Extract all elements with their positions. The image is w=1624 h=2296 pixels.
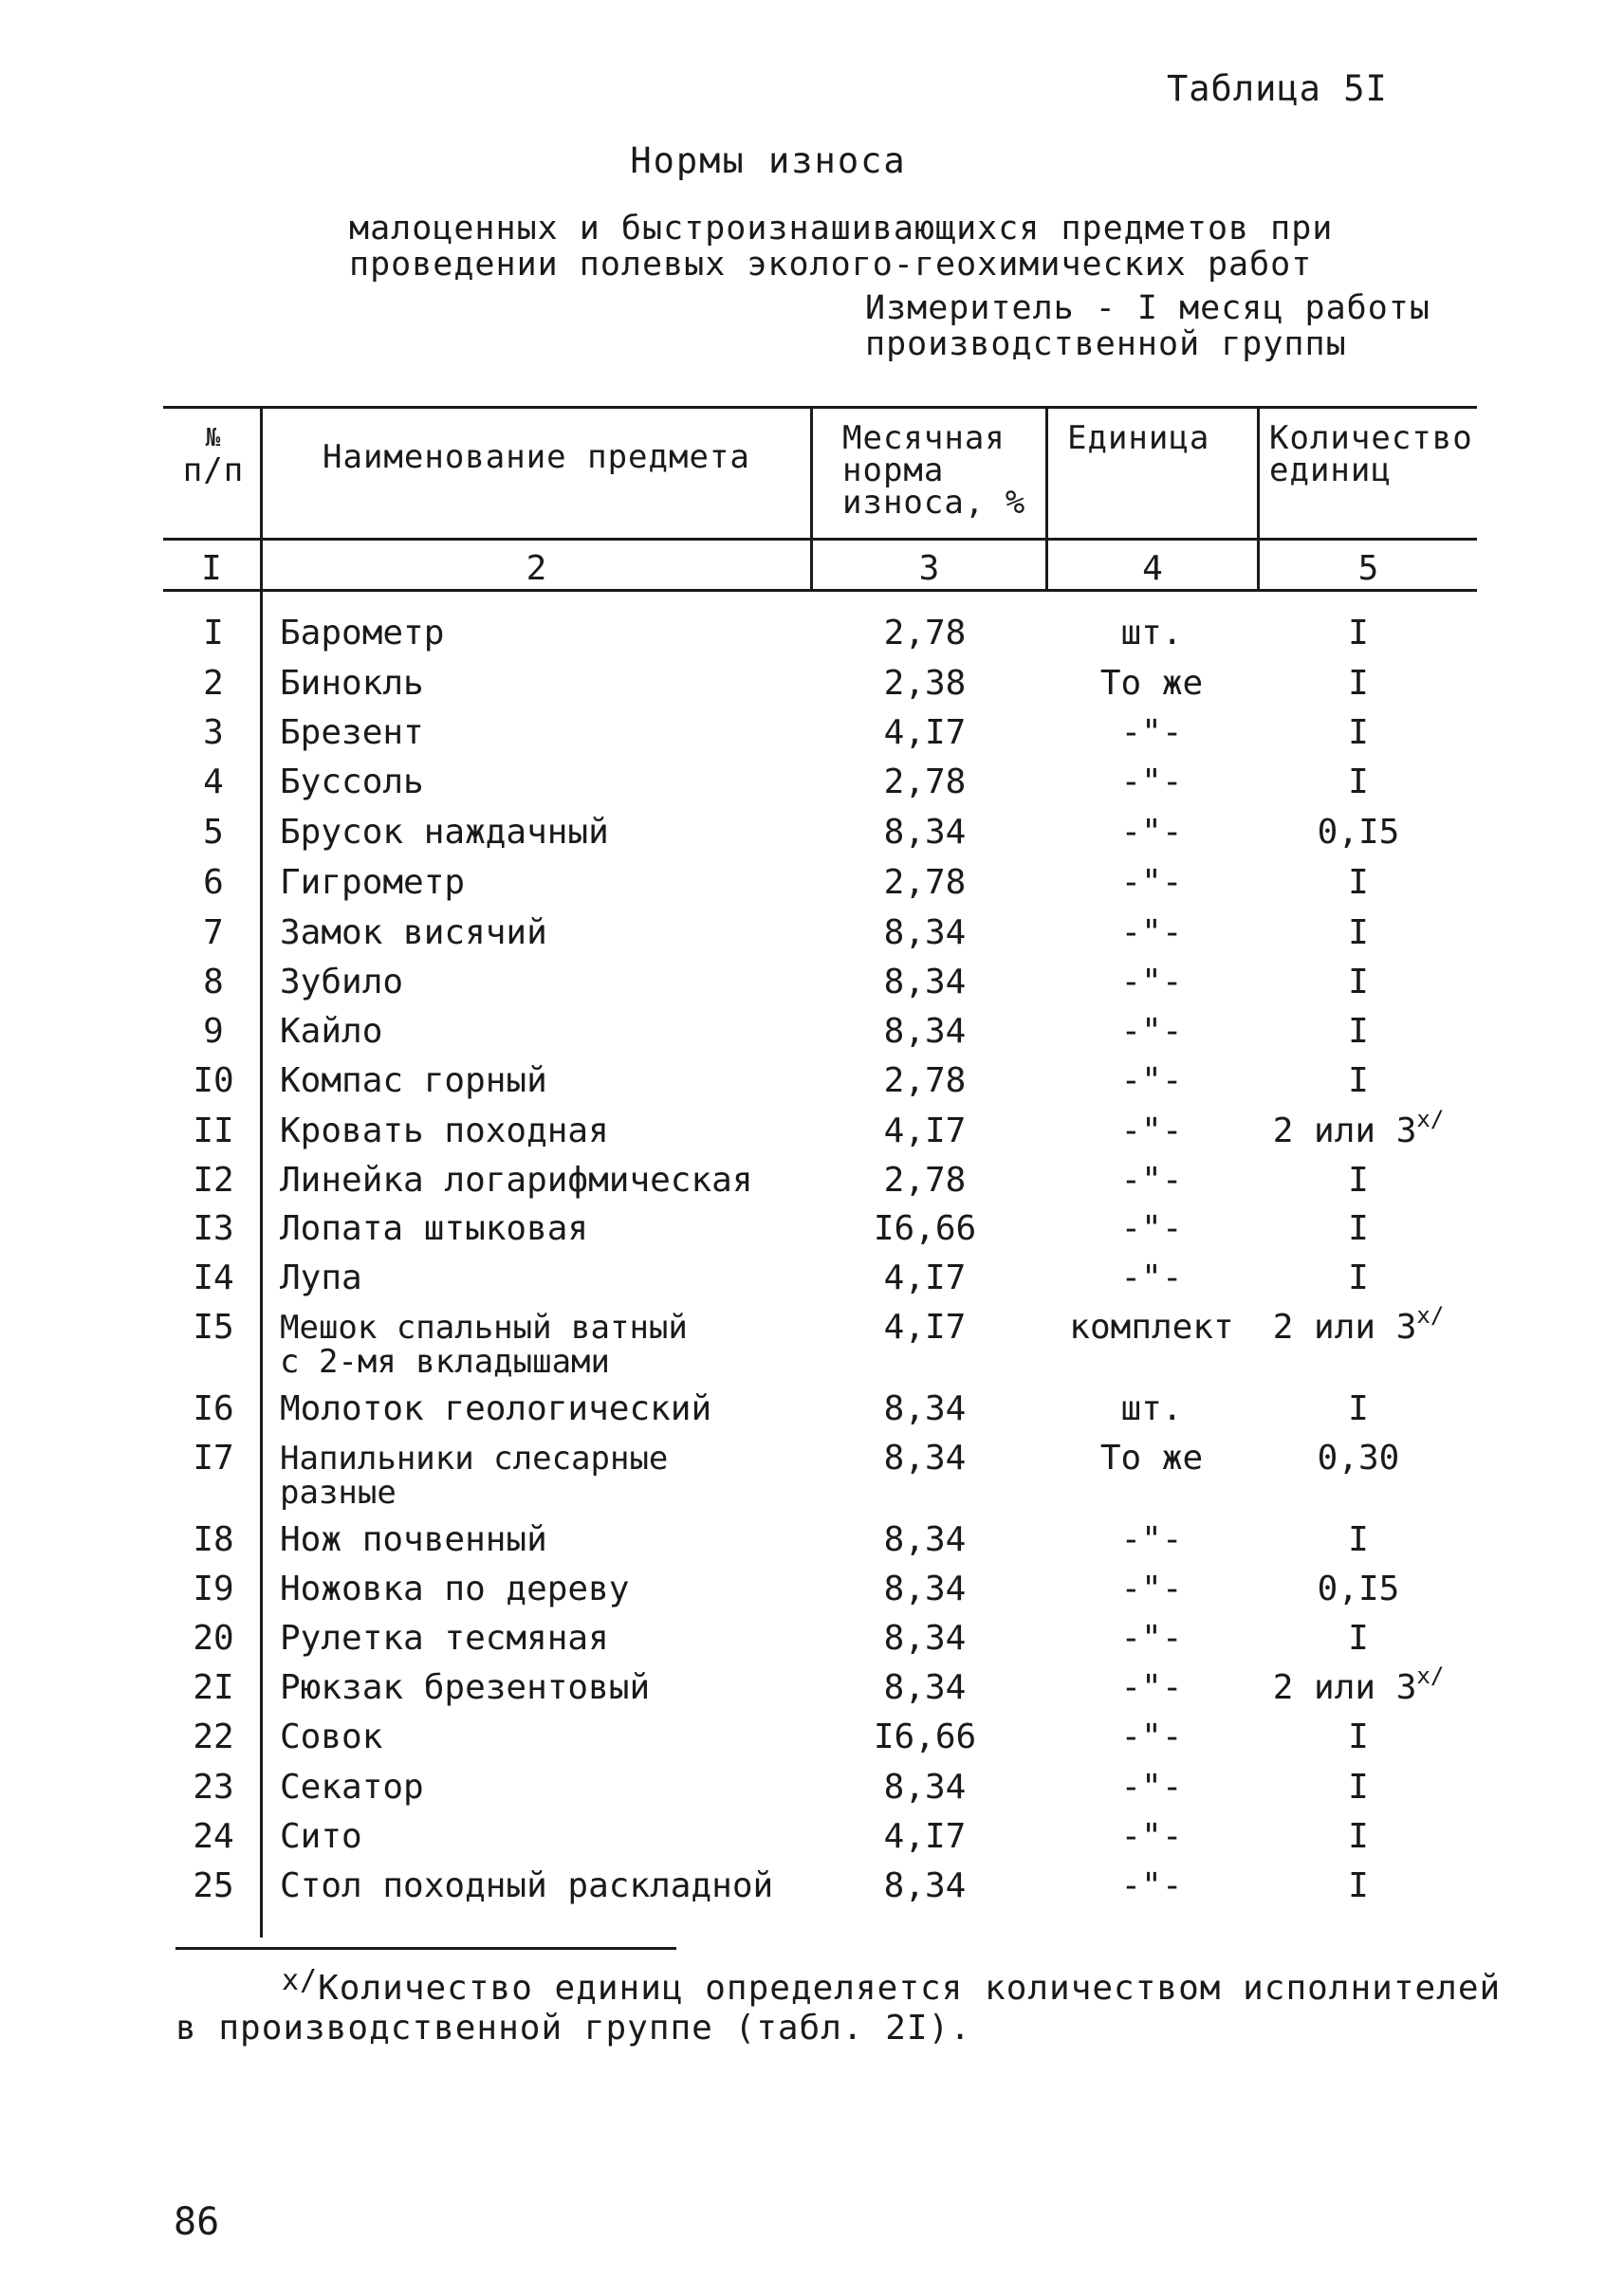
quantity: 0,I5 bbox=[1317, 813, 1400, 852]
quantity: I bbox=[1348, 1061, 1369, 1100]
unit: -"- bbox=[1120, 913, 1183, 952]
wear-rate: 4,I7 bbox=[883, 1817, 967, 1856]
unit: шт. bbox=[1120, 614, 1183, 652]
table-label: Таблица 5I bbox=[1167, 68, 1388, 109]
header-rate: Месячная норма износа, % bbox=[842, 419, 1026, 522]
row-number: I4 bbox=[193, 1258, 234, 1297]
row-number: 8 bbox=[203, 963, 224, 1001]
quantity: I bbox=[1348, 762, 1369, 801]
header-num: № п/п bbox=[182, 424, 245, 489]
subtitle-line: проведении полевых эколого-геохимических работ bbox=[349, 246, 1313, 284]
item-name: Молоток геологический bbox=[280, 1389, 712, 1428]
item-name: Зубило bbox=[280, 963, 404, 1001]
item-name: Замок висячий bbox=[280, 913, 547, 952]
unit: То же bbox=[1099, 1439, 1204, 1478]
wear-rate: 8,34 bbox=[883, 813, 967, 852]
item-name: Лопата штыковая bbox=[280, 1209, 589, 1248]
measure-note bbox=[865, 290, 1430, 362]
item-name: Напильники слесарные разные bbox=[280, 1440, 669, 1512]
unit: -"- bbox=[1120, 1768, 1183, 1807]
wear-rate: 4,I7 bbox=[883, 713, 967, 752]
quantity: I bbox=[1348, 1619, 1369, 1658]
wear-rate: 2,78 bbox=[883, 1161, 967, 1200]
unit: То же bbox=[1099, 664, 1204, 703]
unit: -"- bbox=[1120, 1520, 1183, 1559]
quantity: 0,I5 bbox=[1317, 1570, 1400, 1608]
column-number: 2 bbox=[526, 549, 547, 588]
row-number: II bbox=[193, 1111, 234, 1150]
item-name: Секатор bbox=[280, 1768, 424, 1807]
quantity: I bbox=[1348, 1717, 1369, 1756]
row-number: 7 bbox=[203, 913, 224, 952]
row-number: I8 bbox=[193, 1520, 234, 1559]
wear-rate: 2,78 bbox=[883, 614, 967, 652]
row-number: 4 bbox=[203, 762, 224, 801]
footnote-marker: x/ bbox=[282, 1964, 319, 1997]
row-number: I6 bbox=[193, 1389, 234, 1428]
quantity: I bbox=[1348, 913, 1369, 952]
item-name: Бинокль bbox=[280, 664, 424, 703]
unit: -"- bbox=[1120, 963, 1183, 1001]
column-number: 5 bbox=[1357, 549, 1379, 588]
table-top-rule bbox=[163, 406, 1477, 409]
quantity: I bbox=[1348, 963, 1369, 1001]
unit: -"- bbox=[1120, 1061, 1183, 1100]
colnum-bottom-rule bbox=[163, 589, 1477, 592]
quantity: I bbox=[1348, 614, 1369, 652]
wear-rate: 2,78 bbox=[883, 863, 967, 902]
row-number: I bbox=[203, 614, 224, 652]
wear-rate: I6,66 bbox=[873, 1209, 977, 1248]
item-name: Ножовка по дереву bbox=[280, 1570, 630, 1608]
footnote-line: Количество единиц определяется количеством исполнителей bbox=[318, 1969, 1502, 2008]
unit: -"- bbox=[1120, 1717, 1183, 1756]
column-number: 3 bbox=[918, 549, 940, 588]
quantity: I bbox=[1348, 1389, 1369, 1428]
quantity: 2 или $3^{x/}$ bbox=[1272, 1662, 1445, 1707]
wear-rate: 8,34 bbox=[883, 1389, 967, 1428]
item-name: Мешок спальный ватный с 2-мя вкладышами bbox=[280, 1309, 688, 1381]
unit: -"- bbox=[1120, 1619, 1183, 1658]
wear-rate: 4,I7 bbox=[883, 1258, 967, 1297]
unit: -"- bbox=[1120, 1258, 1183, 1297]
item-name: Рюкзак брезентовый bbox=[280, 1668, 651, 1707]
wear-rate: 8,34 bbox=[883, 1439, 967, 1478]
quantity: I bbox=[1348, 1768, 1369, 1807]
unit: -"- bbox=[1120, 1668, 1183, 1707]
quantity: I bbox=[1348, 1012, 1369, 1051]
wear-rate: 8,34 bbox=[883, 1768, 967, 1807]
row-number: I0 bbox=[193, 1061, 234, 1100]
unit: шт. bbox=[1120, 1389, 1183, 1428]
wear-rate: I6,66 bbox=[873, 1717, 977, 1756]
item-name-cont: разные bbox=[280, 1474, 397, 1512]
footnote-line: в производственной группе (табл. 2I). bbox=[175, 2009, 971, 2048]
page-number: 86 bbox=[174, 2200, 220, 2244]
wear-rate: 8,34 bbox=[883, 1619, 967, 1658]
unit: -"- bbox=[1120, 1570, 1183, 1608]
item-name: Стол походный раскладной bbox=[280, 1866, 774, 1905]
quantity: I bbox=[1348, 713, 1369, 752]
unit: -"- bbox=[1120, 863, 1183, 902]
header-bottom-rule bbox=[163, 538, 1477, 541]
wear-rate: 2,78 bbox=[883, 1061, 967, 1100]
quantity: 2 или $3^{x/}$ bbox=[1272, 1106, 1445, 1150]
row-number: I9 bbox=[193, 1570, 234, 1608]
wear-rate: 8,34 bbox=[883, 1866, 967, 1905]
item-name: Брусок наждачный bbox=[280, 813, 609, 852]
unit: -"- bbox=[1120, 1111, 1183, 1150]
header-name: Наименование предмета bbox=[323, 438, 750, 476]
quantity: I bbox=[1348, 1161, 1369, 1200]
wear-rate: 8,34 bbox=[883, 1570, 967, 1608]
unit: -"- bbox=[1120, 1817, 1183, 1856]
footnote-rule bbox=[175, 1947, 676, 1950]
wear-rate: 8,34 bbox=[883, 1520, 967, 1559]
item-name: Рулетка тесмяная bbox=[280, 1619, 609, 1658]
wear-rate: 8,34 bbox=[883, 963, 967, 1001]
item-name: Сито bbox=[280, 1817, 362, 1856]
footnote-ref: x/ bbox=[1416, 1106, 1445, 1132]
item-name: Кайло bbox=[280, 1012, 383, 1051]
wear-rate: 2,38 bbox=[883, 664, 967, 703]
row-number: 9 bbox=[203, 1012, 224, 1051]
document-title: Нормы износа bbox=[630, 140, 907, 181]
measure-line: Измеритель - I месяц работы bbox=[865, 289, 1430, 327]
row-number: 25 bbox=[193, 1866, 234, 1905]
row-number: 22 bbox=[193, 1717, 234, 1756]
quantity: I bbox=[1348, 863, 1369, 902]
wear-rate: 4,I7 bbox=[883, 1308, 967, 1347]
item-name: Компас горный bbox=[280, 1061, 547, 1100]
row-number: I3 bbox=[193, 1209, 234, 1248]
row-number: I5 bbox=[193, 1308, 234, 1347]
quantity: I bbox=[1348, 1817, 1369, 1856]
wear-rate: 4,I7 bbox=[883, 1111, 967, 1150]
item-name: Лупа bbox=[280, 1258, 362, 1297]
unit: -"- bbox=[1120, 1161, 1183, 1200]
row-number: 2I bbox=[193, 1668, 234, 1707]
unit: -"- bbox=[1120, 1866, 1183, 1905]
item-name: Кровать походная bbox=[280, 1111, 609, 1150]
row-number: 6 bbox=[203, 863, 224, 902]
measure-line: производственной группы bbox=[865, 325, 1347, 363]
row-number: 2 bbox=[203, 664, 224, 703]
item-name: Буссоль bbox=[280, 762, 424, 801]
column-number: 4 bbox=[1142, 549, 1163, 588]
item-name: Брезент bbox=[280, 713, 424, 752]
row-number: I7 bbox=[193, 1439, 234, 1478]
column-number: I bbox=[201, 549, 222, 588]
header-unit: Единица bbox=[1067, 419, 1210, 457]
header-qty: Количество единиц bbox=[1269, 419, 1473, 489]
row-number: 24 bbox=[193, 1817, 234, 1856]
quantity: I bbox=[1348, 664, 1369, 703]
item-name: Совок bbox=[280, 1717, 383, 1756]
quantity: I bbox=[1348, 1866, 1369, 1905]
footnote bbox=[175, 1964, 1502, 2048]
unit: -"- bbox=[1120, 1012, 1183, 1051]
item-name: Нож почвенный bbox=[280, 1520, 547, 1559]
row-number: 23 bbox=[193, 1768, 234, 1807]
item-name: Гигрометр bbox=[280, 863, 466, 902]
wear-rate: 8,34 bbox=[883, 1668, 967, 1707]
footnote-ref: x/ bbox=[1416, 1302, 1445, 1329]
document-subtitle bbox=[349, 211, 1333, 283]
row-number: 5 bbox=[203, 813, 224, 852]
unit: -"- bbox=[1120, 713, 1183, 752]
wear-rate: 8,34 bbox=[883, 1012, 967, 1051]
item-name-cont: с 2-мя вкладышами bbox=[280, 1343, 610, 1381]
quantity: I bbox=[1348, 1209, 1369, 1248]
wear-rate: 8,34 bbox=[883, 913, 967, 952]
unit: -"- bbox=[1120, 762, 1183, 801]
unit: комплект bbox=[1069, 1308, 1234, 1347]
unit: -"- bbox=[1120, 813, 1183, 852]
quantity: 2 или $3^{x/}$ bbox=[1272, 1302, 1445, 1347]
quantity: 0,30 bbox=[1317, 1439, 1400, 1478]
row-number: 20 bbox=[193, 1619, 234, 1658]
row-number: 3 bbox=[203, 713, 224, 752]
unit: -"- bbox=[1120, 1209, 1183, 1248]
item-name: Барометр bbox=[280, 614, 445, 652]
subtitle-line: малоценных и быстроизнашивающихся предметов при bbox=[349, 210, 1334, 248]
item-name: Линейка логарифмическая bbox=[280, 1161, 753, 1200]
quantity: I bbox=[1348, 1520, 1369, 1559]
row-number: I2 bbox=[193, 1161, 234, 1200]
quantity: I bbox=[1348, 1258, 1369, 1297]
wear-rate: 2,78 bbox=[883, 762, 967, 801]
footnote-ref: x/ bbox=[1416, 1662, 1445, 1689]
